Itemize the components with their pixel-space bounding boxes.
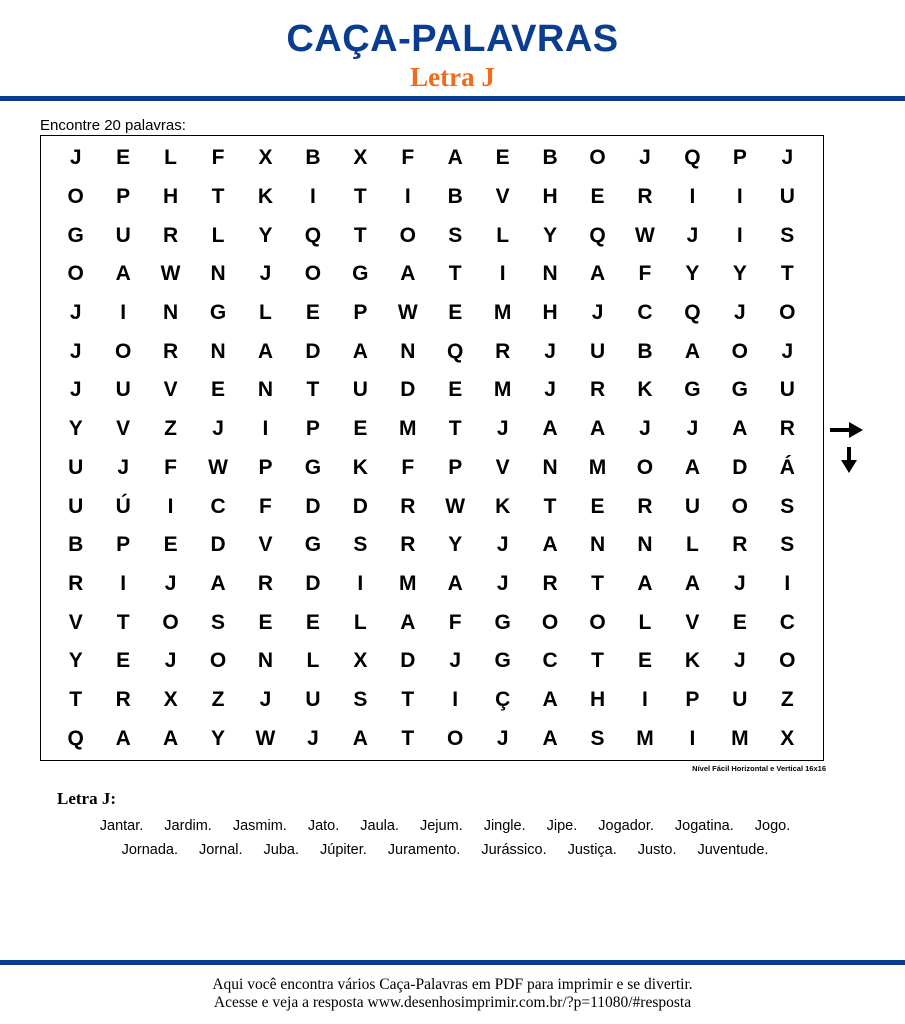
- grid-letter: N: [257, 378, 274, 402]
- grid-letter: S: [448, 223, 463, 247]
- word-item: Juventude.: [697, 842, 769, 858]
- grid-letter: Y: [448, 533, 463, 557]
- grid-letter: I: [357, 571, 364, 595]
- grid-letter: F: [211, 146, 225, 170]
- grid-letter: R: [163, 223, 179, 247]
- grid-letter: R: [163, 339, 179, 363]
- grid-letter: J: [639, 146, 651, 170]
- grid-letter: S: [780, 533, 795, 557]
- grid-letter: D: [400, 649, 416, 673]
- grid-letter: H: [542, 301, 558, 325]
- grid-letter: I: [309, 185, 316, 209]
- grid-letter: W: [255, 726, 276, 750]
- grid-letter: E: [590, 185, 605, 209]
- grid-letter: D: [305, 339, 321, 363]
- grid-letter: D: [305, 494, 321, 518]
- grid-letter: P: [448, 455, 463, 479]
- level-label: Nível Fácil Horizontal e Vertical 16x16: [692, 764, 826, 773]
- grid-letter: E: [163, 533, 178, 557]
- grid-letter: E: [116, 649, 131, 673]
- word-item: Jaula.: [360, 818, 399, 834]
- grid-letter: U: [352, 378, 368, 402]
- grid-letter: Q: [684, 146, 701, 170]
- grid-letter: Y: [543, 223, 558, 247]
- grid-letter: P: [732, 146, 747, 170]
- grid-letter: Y: [732, 262, 747, 286]
- grid-letter: Z: [164, 417, 177, 441]
- grid-letter: I: [642, 687, 648, 711]
- grid-letter: U: [779, 185, 795, 209]
- grid-letter: N: [400, 339, 416, 363]
- footer-text: Aqui você encontra vários Caça-Palavras em PDF para imprimir e se divertir.: [212, 976, 693, 993]
- grid-letter: A: [542, 417, 558, 441]
- grid-letter: A: [400, 610, 416, 634]
- grid-letter: O: [589, 610, 606, 634]
- grid-letter: A: [210, 571, 226, 595]
- grid-letter: B: [68, 533, 84, 557]
- grid-letter: J: [496, 417, 509, 441]
- grid-letter: A: [589, 417, 606, 441]
- grid-letter: I: [736, 223, 743, 247]
- grid-letter: J: [544, 339, 556, 363]
- grid-letter: G: [352, 262, 369, 286]
- grid-letter: O: [779, 301, 796, 325]
- grid-letter: A: [684, 339, 700, 363]
- grid-letter: V: [495, 455, 510, 479]
- grid-letter: Z: [211, 687, 225, 711]
- grid-letter: J: [781, 339, 794, 363]
- grid-letter: N: [542, 262, 558, 286]
- grid-letter: T: [353, 185, 367, 209]
- grid-letter: Q: [684, 301, 701, 325]
- grid-letter: W: [635, 223, 655, 247]
- grid-letter: J: [69, 301, 82, 325]
- grid-letter: N: [542, 455, 558, 479]
- grid-letter: T: [543, 494, 557, 518]
- grid-letter: U: [732, 687, 748, 711]
- word-item: Jornada.: [121, 842, 179, 858]
- grid-letter: A: [542, 726, 558, 750]
- word-item: Jornal.: [199, 842, 243, 858]
- grid-letter: E: [258, 610, 273, 634]
- word-item: Jingle.: [483, 818, 526, 834]
- grid-letter: U: [115, 378, 131, 402]
- grid-letter: R: [400, 494, 416, 518]
- grid-letter: F: [259, 494, 272, 518]
- grid-letter: J: [69, 339, 82, 363]
- grid-letter: W: [397, 301, 418, 325]
- grid-letter: D: [400, 378, 416, 402]
- grid-letter: G: [494, 649, 511, 673]
- grid-letter: I: [499, 262, 506, 286]
- grid-letter: G: [684, 378, 701, 402]
- grid-letter: V: [116, 417, 131, 441]
- grid-letter: O: [731, 494, 749, 518]
- grid-letter: B: [542, 146, 558, 170]
- grid-letter: E: [495, 146, 510, 170]
- grid-letter: S: [780, 494, 795, 518]
- grid-letter: P: [305, 417, 320, 441]
- grid-letter: J: [449, 649, 462, 673]
- grid-letter: S: [590, 726, 605, 750]
- word-list-line-1: [40, 818, 850, 834]
- grid-letter: V: [685, 610, 700, 634]
- grid-letter: J: [212, 417, 224, 441]
- top-divider: [0, 96, 905, 101]
- grid-letter: Ç: [495, 687, 511, 711]
- grid-letter: N: [163, 301, 179, 325]
- grid-letter: R: [732, 533, 748, 557]
- grid-letter: T: [69, 687, 83, 711]
- grid-letter: M: [399, 571, 417, 595]
- grid-letter: D: [732, 455, 748, 479]
- grid-letter: A: [684, 455, 700, 479]
- grid-letter: E: [116, 146, 131, 170]
- grid-letter: U: [589, 339, 606, 363]
- grid-letter: O: [731, 339, 749, 363]
- grid-letter: M: [588, 455, 607, 479]
- grid-letter: E: [305, 610, 320, 634]
- grid-letter: I: [120, 571, 127, 595]
- grid-letter: M: [636, 726, 654, 750]
- grid-letter: V: [163, 378, 178, 402]
- word-item: Justiça.: [567, 842, 617, 858]
- grid-letter: E: [353, 417, 368, 441]
- grid-letter: J: [496, 571, 509, 595]
- grid-letter: A: [352, 726, 368, 750]
- grid-letter: X: [353, 146, 368, 170]
- grid-letter: R: [115, 687, 131, 711]
- instruction-text: Encontre 20 palavras:: [40, 117, 186, 134]
- grid-letter: J: [734, 301, 746, 325]
- word-search-grid: [40, 135, 824, 761]
- word-item: Jogo.: [754, 818, 791, 834]
- grid-letter: Q: [67, 726, 84, 750]
- grid-letter: R: [68, 571, 84, 595]
- grid-letter: W: [445, 494, 466, 518]
- word-list-heading: Letra J:: [57, 789, 117, 808]
- grid-letter: P: [353, 301, 368, 325]
- grid-letter: I: [689, 726, 696, 750]
- grid-letter: K: [684, 649, 700, 673]
- grid-letter: L: [306, 649, 320, 673]
- grid-letter: T: [448, 262, 462, 286]
- grid-letter: A: [447, 146, 463, 170]
- grid-letter: A: [447, 571, 463, 595]
- grid-letter: X: [780, 726, 795, 750]
- grid-letter: T: [591, 571, 604, 595]
- word-item: Jasmim.: [232, 818, 287, 834]
- grid-letter: K: [257, 185, 274, 209]
- word-item: Jogador.: [598, 818, 654, 834]
- grid-letter: M: [493, 378, 512, 402]
- grid-letter: F: [164, 455, 177, 479]
- grid-letter: K: [495, 494, 511, 518]
- grid-letter: O: [162, 610, 179, 634]
- word-item: Jurássico.: [481, 842, 547, 858]
- grid-letter: J: [544, 378, 556, 402]
- grid-letter: J: [69, 378, 82, 402]
- grid-letter: J: [639, 417, 651, 441]
- word-item: Justo.: [637, 842, 677, 858]
- grid-letter: J: [307, 726, 319, 750]
- grid-letter: Y: [685, 262, 700, 286]
- grid-letter: I: [452, 687, 459, 711]
- grid-letter: R: [589, 378, 606, 402]
- grid-letter: O: [399, 223, 416, 247]
- grid-letter: L: [353, 610, 367, 634]
- grid-letter: E: [448, 301, 463, 325]
- grid-letter: O: [67, 185, 84, 209]
- grid-letter: J: [591, 301, 604, 325]
- grid-letter: A: [732, 417, 748, 441]
- grid-letter: I: [404, 185, 411, 209]
- grid-letter: O: [209, 649, 227, 673]
- grid-letter: F: [448, 610, 462, 634]
- grid-letter: J: [259, 262, 272, 286]
- grid-letter: Y: [211, 726, 226, 750]
- grid-letter: Q: [304, 223, 322, 247]
- grid-letter: G: [209, 301, 227, 325]
- grid-letter: V: [258, 533, 273, 557]
- grid-letter: T: [401, 687, 415, 711]
- grid-letter: X: [258, 146, 273, 170]
- grid-letter: G: [304, 533, 322, 557]
- grid-letter: S: [353, 533, 368, 557]
- grid-letter: H: [589, 687, 606, 711]
- grid-letter: A: [163, 726, 179, 750]
- grid-letter: P: [258, 455, 273, 479]
- grid-letter: O: [779, 649, 796, 673]
- grid-letter: Y: [68, 649, 83, 673]
- grid-letter: I: [120, 301, 127, 325]
- grid-letter: J: [117, 455, 129, 479]
- grid-letter: A: [542, 533, 558, 557]
- grid-letter: S: [211, 610, 226, 634]
- grid-letter: Q: [447, 339, 464, 363]
- grid-letter: U: [684, 494, 700, 518]
- bottom-divider: [0, 960, 905, 965]
- grid-letter: E: [590, 494, 605, 518]
- grid-letter: H: [163, 185, 179, 209]
- grid-letter: I: [167, 494, 174, 518]
- grid-letter: R: [257, 571, 274, 595]
- grid-letter: A: [115, 726, 131, 750]
- grid-letter: L: [496, 223, 510, 247]
- grid-letter: N: [210, 262, 226, 286]
- word-item: Jogatina.: [674, 818, 734, 834]
- grid-letter: J: [164, 571, 177, 595]
- grid-letter: I: [736, 185, 743, 209]
- grid-letter: L: [211, 223, 225, 247]
- grid-letter: M: [731, 726, 749, 750]
- grid-letter: Q: [589, 223, 606, 247]
- grid-letter: I: [262, 417, 269, 441]
- grid-letter: M: [493, 301, 512, 325]
- grid-letter: L: [685, 533, 699, 557]
- grid-letter: Z: [780, 687, 794, 711]
- grid-letter: D: [352, 494, 368, 518]
- grid-letter: E: [732, 610, 747, 634]
- grid-letter: C: [637, 301, 653, 325]
- word-item: Juba.: [263, 842, 300, 858]
- word-item: Jipe.: [546, 818, 578, 834]
- grid-letter: N: [589, 533, 606, 557]
- grid-letter: R: [495, 339, 511, 363]
- grid-letter: L: [164, 146, 177, 170]
- grid-letter: G: [67, 223, 84, 247]
- grid-letter: A: [352, 339, 368, 363]
- grid-letter: O: [114, 339, 132, 363]
- grid-letter: U: [115, 223, 131, 247]
- grid-letter: I: [689, 185, 696, 209]
- grid-letter: U: [305, 687, 321, 711]
- grid-letter: G: [731, 378, 749, 402]
- grid-letter: O: [304, 262, 322, 286]
- word-list-line-2: [40, 842, 850, 858]
- grid-letter: J: [686, 223, 699, 247]
- grid-letter: L: [259, 301, 272, 325]
- word-item: Jejum.: [419, 818, 463, 834]
- grid-letter: A: [257, 339, 274, 363]
- grid-letter: R: [400, 533, 416, 557]
- word-item: Juramento.: [387, 842, 461, 858]
- grid-letter: N: [210, 339, 226, 363]
- grid-letter: Ú: [115, 494, 131, 518]
- grid-letter: J: [69, 146, 82, 170]
- grid-letter: T: [306, 378, 320, 402]
- grid-letter: X: [353, 649, 368, 673]
- page-title: CAÇA-PALAVRAS: [286, 18, 619, 60]
- grid-letter: T: [780, 262, 794, 286]
- grid-letter: U: [779, 378, 795, 402]
- word-item: Jantar.: [99, 818, 144, 834]
- grid-letter: J: [686, 417, 699, 441]
- grid-letter: T: [353, 223, 367, 247]
- grid-letter: C: [779, 610, 795, 634]
- grid-letter: R: [637, 185, 653, 209]
- grid-letter: A: [542, 687, 558, 711]
- grid-letter: I: [784, 571, 791, 595]
- grid-letter: G: [304, 455, 322, 479]
- grid-letter: R: [779, 417, 795, 441]
- grid-letter: Y: [258, 223, 273, 247]
- grid-letter: K: [352, 455, 368, 479]
- grid-letter: T: [116, 610, 130, 634]
- grid-letter: O: [541, 610, 559, 634]
- grid-letter: T: [591, 649, 604, 673]
- grid-letter: A: [589, 262, 606, 286]
- grid-letter: O: [589, 146, 606, 170]
- grid-letter: P: [685, 687, 700, 711]
- grid-letter: E: [211, 378, 226, 402]
- grid-letter: X: [163, 687, 178, 711]
- grid-letter: B: [305, 146, 321, 170]
- grid-letter: E: [448, 378, 463, 402]
- grid-letter: A: [637, 571, 653, 595]
- grid-letter: J: [496, 726, 509, 750]
- grid-letter: T: [401, 726, 415, 750]
- grid-letter: E: [305, 301, 320, 325]
- grid-letter: V: [68, 610, 83, 634]
- grid-letter: G: [494, 610, 511, 634]
- grid-letter: Á: [779, 455, 795, 479]
- grid-letter: J: [259, 687, 272, 711]
- grid-letter: O: [636, 455, 654, 479]
- grid-letter: F: [638, 262, 652, 286]
- grid-letter: A: [400, 262, 416, 286]
- grid-letter: V: [495, 185, 510, 209]
- word-item: Jardim.: [164, 818, 212, 834]
- word-item: Júpiter.: [320, 842, 367, 858]
- grid-letter: C: [542, 649, 558, 673]
- grid-letter: J: [496, 533, 509, 557]
- grid-letter: R: [637, 494, 653, 518]
- grid-letter: R: [542, 571, 558, 595]
- grid-letter: P: [116, 533, 131, 557]
- footer-link-text: Acesse e veja a resposta www.desenhosimprimir.com.br/?p=11080/#resposta: [213, 994, 692, 1011]
- grid-letter: K: [637, 378, 653, 402]
- grid-letter: O: [67, 262, 84, 286]
- grid-letter: O: [447, 726, 464, 750]
- grid-letter: D: [210, 533, 226, 557]
- grid-letter: P: [116, 185, 131, 209]
- grid-letter: S: [780, 223, 795, 247]
- grid-letter: W: [208, 455, 228, 479]
- page-subtitle: Letra J: [410, 62, 495, 92]
- grid-letter: M: [399, 417, 417, 441]
- grid-letter: J: [164, 649, 177, 673]
- grid-letter: A: [115, 262, 131, 286]
- grid-letter: W: [160, 262, 181, 286]
- grid-letter: N: [637, 533, 653, 557]
- grid-letter: B: [637, 339, 653, 363]
- grid-letter: F: [401, 455, 415, 479]
- grid-letter: T: [211, 185, 225, 209]
- grid-letter: Y: [68, 417, 83, 441]
- grid-letter: J: [734, 571, 746, 595]
- arrow-down-icon: [840, 446, 858, 474]
- arrow-right-icon: [829, 421, 865, 439]
- grid-letter: S: [353, 687, 368, 711]
- word-item: Jato.: [307, 818, 340, 834]
- grid-letter: B: [447, 185, 463, 209]
- grid-letter: N: [257, 649, 274, 673]
- grid-letter: U: [68, 455, 84, 479]
- grid-letter: E: [637, 649, 652, 673]
- grid-letter: D: [305, 571, 321, 595]
- grid-letter: J: [734, 649, 746, 673]
- grid-letter: U: [68, 494, 84, 518]
- grid-letter: H: [542, 185, 558, 209]
- grid-letter: A: [684, 571, 700, 595]
- grid-letter: J: [781, 146, 794, 170]
- grid-letter: C: [210, 494, 226, 518]
- grid-letter: T: [448, 417, 462, 441]
- grid-letter: L: [638, 610, 652, 634]
- grid-letter: F: [401, 146, 415, 170]
